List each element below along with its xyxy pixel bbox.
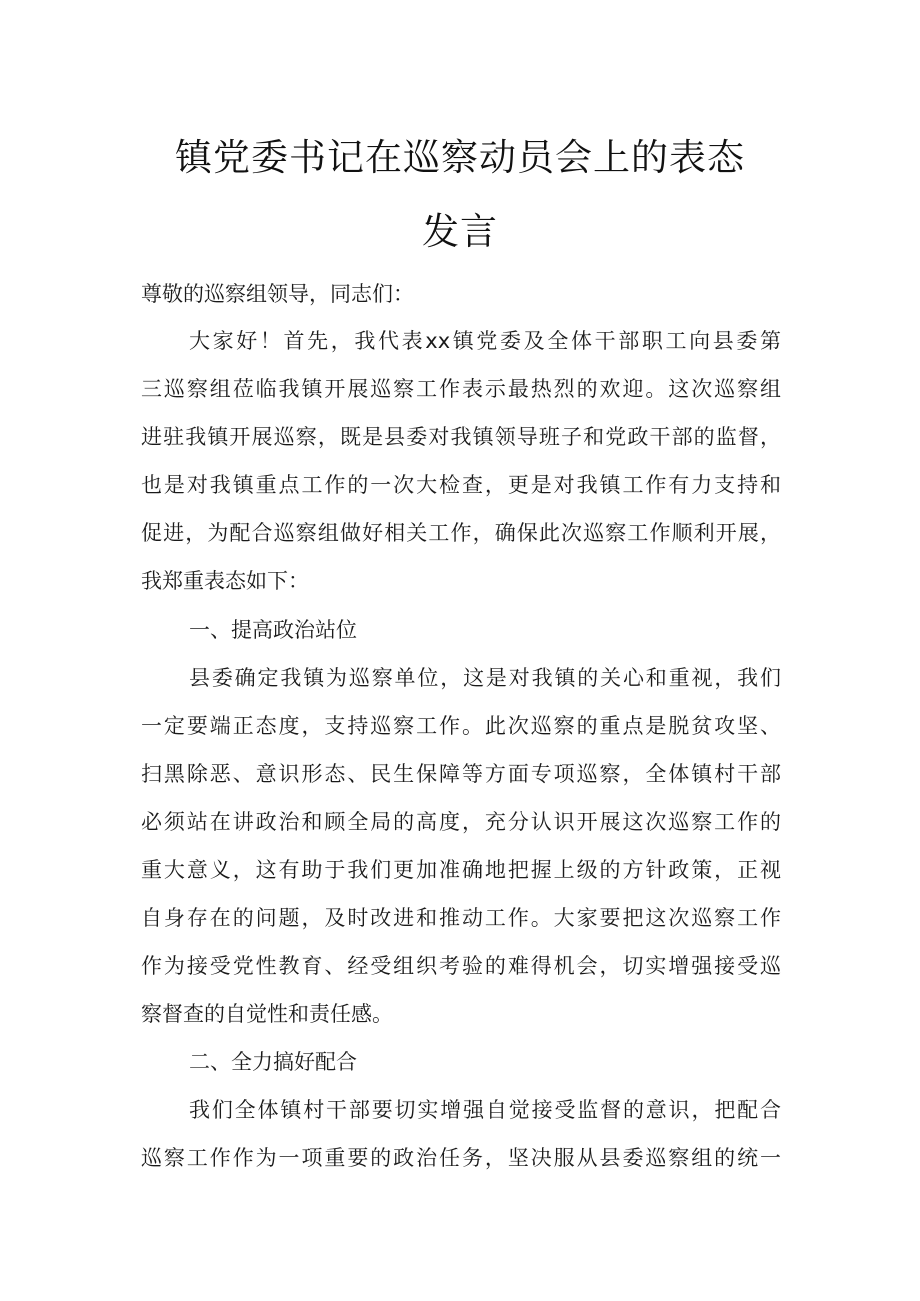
- paragraph-line: 大家好！首先，我代表xx镇党委及全体干部职工向县委第: [189, 329, 781, 353]
- paragraph-line: 作为接受党性教育、经受组织考验的难得机会，切实增强接受巡: [141, 954, 781, 978]
- document-title-line-2: 发言: [422, 210, 498, 253]
- paragraph-line: 县委确定我镇为巡察单位，这是对我镇的关心和重视，我们: [189, 666, 781, 690]
- paragraph-line: 我们全体镇村干部要切实增强自觉接受监督的意识，把配合: [189, 1098, 781, 1122]
- paragraph-line: 扫黑除恶、意识形态、民生保障等方面专项巡察，全体镇村干部: [141, 762, 781, 786]
- paragraph-line: 察督查的自觉性和责任感。: [141, 1002, 393, 1026]
- paragraph-line: 也是对我镇重点工作的一次大检查，更是对我镇工作有力支持和: [141, 473, 781, 497]
- paragraph-line: 进驻我镇开展巡察，既是县委对我镇领导班子和党政干部的监督，: [141, 425, 781, 449]
- paragraph-line: 巡察工作作为一项重要的政治任务，坚决服从县委巡察组的统一: [141, 1146, 781, 1170]
- paragraph-line: 重大意义，这有助于我们更加准确地把握上级的方针政策，正视: [141, 858, 781, 882]
- paragraph-line: 自身存在的问题，及时改进和推动工作。大家要把这次巡察工作: [141, 906, 781, 930]
- paragraph-line: 一定要端正态度，支持巡察工作。此次巡察的重点是脱贫攻坚、: [141, 714, 781, 738]
- section-heading: 二、全力搞好配合: [189, 1050, 357, 1074]
- salutation: 尊敬的巡察组领导，同志们：: [141, 282, 414, 306]
- paragraph-line: 三巡察组莅临我镇开展巡察工作表示最热烈的欢迎。这次巡察组: [141, 377, 781, 401]
- document-title-line-1: 镇党委书记在巡察动员会上的表态: [175, 136, 745, 179]
- paragraph-line: 促进，为配合巡察组做好相关工作，确保此次巡察工作顺利开展，: [141, 521, 781, 545]
- section-heading: 一、提高政治站位: [189, 618, 357, 642]
- paragraph-line: 我郑重表态如下：: [141, 569, 309, 593]
- paragraph-line: 必须站在讲政治和顾全局的高度，充分认识开展这次巡察工作的: [141, 810, 781, 834]
